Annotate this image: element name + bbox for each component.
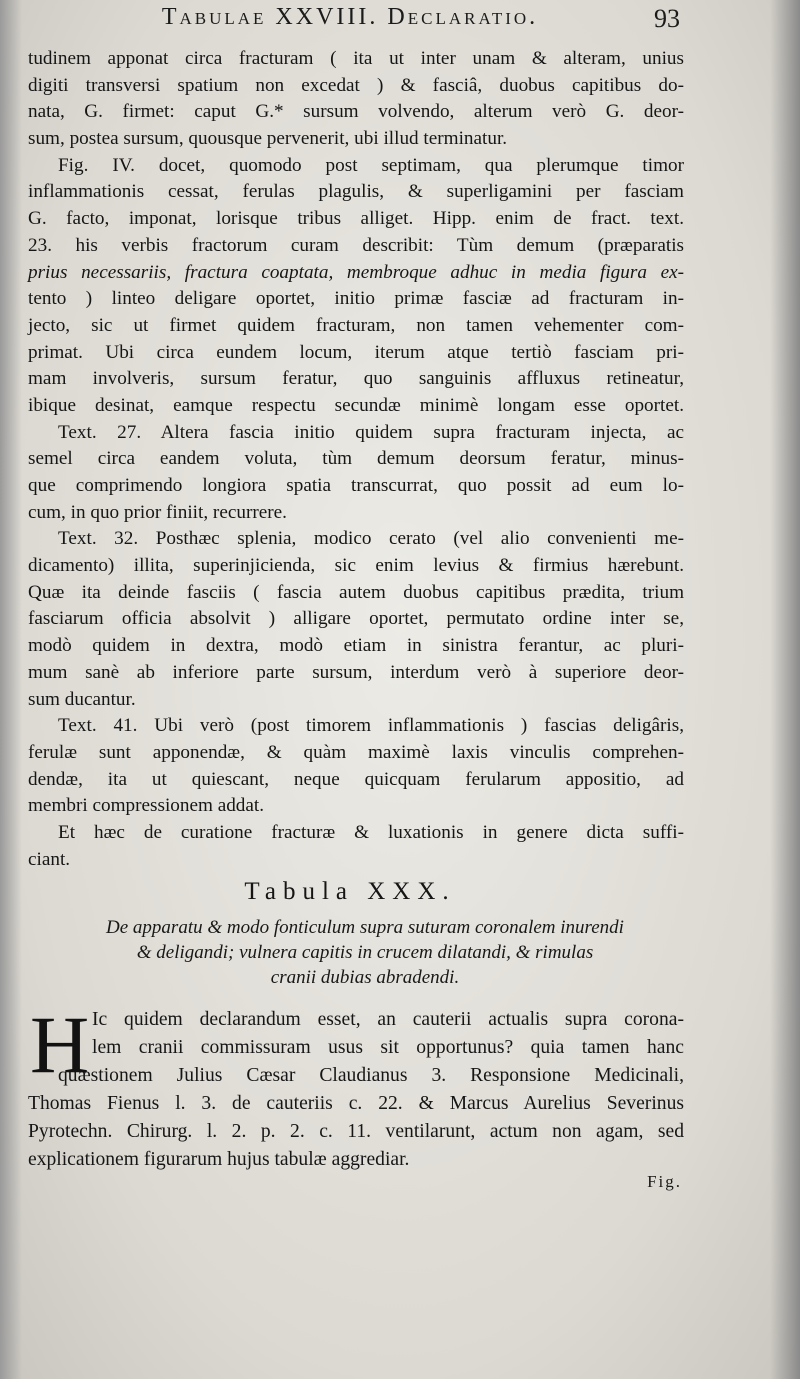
page-number: 93 <box>654 4 680 33</box>
text-line: primat. Ubi circa eundem locum, iterum atque tertiò fasciam pri- <box>28 341 684 363</box>
text-line: Quæ ita deinde fasciis ( fascia autem duobus capitibus prædita, trium <box>28 581 684 603</box>
page-edge-shadow-right <box>770 0 800 1379</box>
subtitle-line: & deligandi; vulnera capitis in crucem dilatandi, & rimulas <box>136 942 594 963</box>
text-line: Fig. IV. docet, quomodo post septimam, qua plerumque timor <box>58 154 684 176</box>
text-line: Thomas Fienus l. 3. de cauteriis c. 22. & Marcus Aurelius Severinus <box>28 1093 684 1114</box>
page-edge-shadow-left <box>0 0 22 1379</box>
text-line: dicamento) illita, superinjicienda, sic enim levius & firmius hærebunt. <box>28 555 684 577</box>
text-line: prius necessariis, fractura coaptata, membroque adhuc in media figura ex- <box>28 261 684 283</box>
text-line: tudinem apponat circa fracturam ( ita ut inter unam & alteram, unius <box>28 48 684 69</box>
text-line: 23. his verbis fractorum curam describit: Tùm demum (præparatis <box>28 234 684 256</box>
section-title: Tabula XXX. <box>244 878 456 905</box>
text-line: mum sanè ab inferiore parte sursum, interdum verò à superiore deor- <box>28 661 684 683</box>
text-line: semel circa eandem voluta, tùm demum deorsum feratur, minus- <box>28 448 684 470</box>
text-line: ibique desinat, eamque respectu secundæ minimè longam esse oportet. <box>28 394 684 416</box>
text-line: nata, G. firmet: caput G.* sursum volvendo, alterum verò G. deor- <box>28 101 684 123</box>
text-line: Et hæc de curatione fracturæ & luxationis in genere dicta suffi- <box>58 821 684 843</box>
text-line: membri compressionem addat. <box>28 795 265 817</box>
text-line: sum ducantur. <box>28 688 136 710</box>
text-line: dendæ, ita ut quiescant, neque quicquam ferularum appositio, ad <box>28 768 684 790</box>
text-line: sum, postea sursum, quousque pervenerit, ubi illud terminatur. <box>28 128 508 150</box>
text-line: digiti transversi spatium non excedat ) & fasciâ, duobus capitibus do- <box>28 74 684 96</box>
text-line: Ic quidem declarandum esset, an cauterii actualis supra corona- <box>92 1009 684 1030</box>
text-line: Text. 41. Ubi verò (post timorem inflammationis ) fascias deligâris, <box>58 715 684 737</box>
text-line: fasciarum officia absolvit ) alligare oportet, permutato ordine inter se, <box>28 608 684 630</box>
text-line: lem cranii commissuram usus sit opportunus? quia tamen hanc <box>92 1037 684 1058</box>
text-line: Pyrotechn. Chirurg. l. 2. p. 2. c. 11. ventilarunt, actum non agam, sed <box>28 1121 684 1142</box>
text-line: explicationem figurarum hujus tabulæ aggrediar. <box>28 1149 410 1170</box>
subtitle-line: cranii dubias abradendi. <box>270 967 460 988</box>
text-line: mam involveris, sursum feratur, quo sanguinis affluxus retineatur, <box>28 368 684 390</box>
subtitle-line: De apparatu & modo fonticulum supra suturam coronalem inurendi <box>106 917 624 938</box>
text-line: quæstionem Julius Cæsar Claudianus 3. Responsione Medicinali, <box>58 1065 684 1086</box>
text-line: cum, in quo prior finiit, recurrere. <box>28 501 287 523</box>
text-line: jecto, sic ut firmet quidem fracturam, non tamen vehementer com- <box>28 314 684 336</box>
drop-cap: H <box>30 999 90 1090</box>
text-line: Text. 32. Posthæc splenia, modico cerato (vel alio convenienti me- <box>58 528 684 550</box>
text-line: inflammationis cessat, ferulas plagulis, & superligamini per fasciam <box>28 181 684 203</box>
body-text <box>28 46 684 873</box>
text-line: Text. 27. Altera fascia initio quidem supra fracturam injecta, ac <box>58 421 684 443</box>
text-line: que comprimendo longiora spatia transcurrat, quo possit ad eum lo- <box>28 475 684 496</box>
final-paragraph <box>28 999 684 1174</box>
text-line: ferulæ sunt apponendæ, & quàm maximè laxis vinculis comprehen- <box>28 741 684 763</box>
section-subtitle <box>50 915 680 990</box>
text-line: ciant. <box>28 848 71 870</box>
running-head: Tabulae XXVIII. Declaratio. <box>161 4 539 30</box>
catchword: Fig. <box>647 1172 682 1191</box>
text-line: G. facto, imponat, lorisque tribus alliget. Hipp. enim de fract. text. <box>28 208 684 230</box>
text-line: modò quidem in dextra, modò etiam in sinistra ferantur, ac pluri- <box>28 635 684 657</box>
text-line: tento ) linteo deligare oportet, initio primæ fasciæ ad fracturam in- <box>28 288 684 310</box>
